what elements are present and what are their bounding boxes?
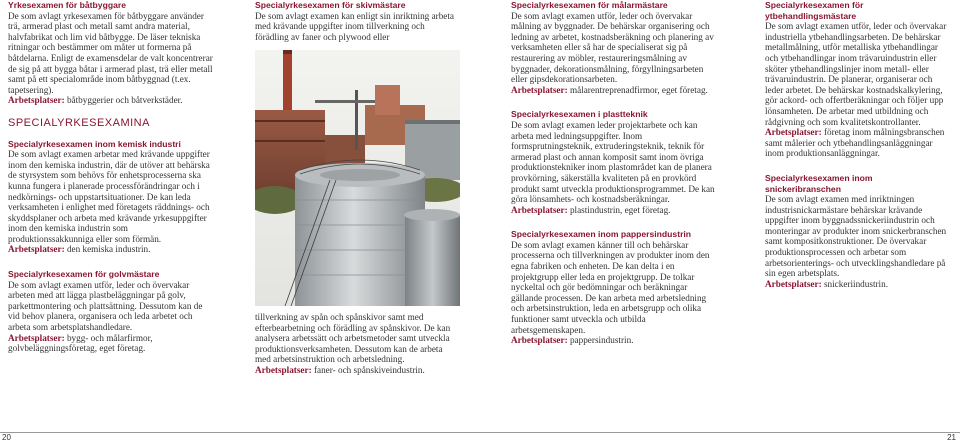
heading-boatbuilder: Yrkesexamen för båtbyggare bbox=[8, 0, 126, 10]
section-paper bbox=[511, 229, 716, 346]
body-plastics: De som avlagt examen leder projektarbete och kan arbeta med ledningsuppgifter. Inom formsprutningsteknik, extruderingsteknik, teknik för armerad plast och annan komposit samt inom övriga produktionstekniker inom plastområdet kan de planera provkörning, säkerställa kvaliteten på en provkörd produkt samt utveckla produktionsprogrammet. De kan göra lönsamhets- och kostnadsberäkningar. bbox=[511, 119, 715, 205]
body-surface: De som avlagt examen utför, leder och övervakar industriella ytbehandlingsarbeten. De behärskar metallmålning, utför metalliska ytbehandlingar och ytbehandlingar inom trävaruindustrin eller sköter ytbehandlingslinjer inom metall- eller trävaruindustrin. De planerar, organiserar och leder arbetet. De behärskar kostnadskalkylering, gör ackord- och offertberäkningar och följer upp lönsamheten. De arbetar med utbildning och rådgivning och som kvalitetskontrollanter. bbox=[765, 21, 947, 127]
jobs-label: Arbetsplatser: bbox=[511, 84, 568, 95]
jobs-board bbox=[255, 365, 460, 376]
jobs-text: plastindustrin, eget företag. bbox=[567, 204, 671, 215]
jobs-plastics bbox=[511, 205, 716, 216]
body-carpentry: De som avlagt examen med inriktningen industrisnickarmästare behärskar krävande uppgifter inom byggnadssnickeriindustrin och monteringar av produkter inom snickerbranschen samt kompositkonstruktioner. De övervakar produktionsprocessen och arbetar som arbetsorienterings- och utvecklingshandledare på sin egen arbetsplats. bbox=[765, 194, 947, 279]
jobs-label: Arbetsplatser: bbox=[255, 364, 312, 375]
jobs-text: företag inom målningsbranschen samt målerier och ytbehandlingsanläggningar inom produktionsanläggningar. bbox=[765, 127, 945, 159]
body-chemical: De som avlagt examen arbetar med krävande uppgifter inom den kemiska industrin, där de utöver att behärska de styrsystem som behövs för enhetsprocesserna ska kunna fungera i planerade processförändringar och i nedkörnings- och uppstartsituationer. De kan leda verksamheten i enlighet med företagets räddnings- och skyddsplaner och arbeta med krävande yrkesuppgifter inom den kemiska industrin som produktionssakkunniga eller som förmän. bbox=[8, 149, 210, 244]
jobs-label: Arbetsplatser: bbox=[511, 335, 568, 346]
industrial-plant-photo bbox=[255, 50, 460, 306]
jobs-text: pappersindustrin. bbox=[567, 335, 634, 346]
jobs-label: Arbetsplatser: bbox=[8, 95, 65, 106]
jobs-text: snickeriindustrin. bbox=[821, 278, 889, 289]
heading-plastics: Specialyrkesexamen i plastteknik bbox=[511, 109, 648, 120]
column-2 bbox=[255, 0, 460, 42]
jobs-text: den kemiska industrin. bbox=[64, 244, 151, 255]
jobs-text: bygg- och målarfirmor, golvbeläggningsföretag, eget företag. bbox=[8, 332, 153, 354]
body-painter: De som avlagt examen utför, leder och övervakar målning av byggnader. De behärskar organisering och ledning av arbetet, kostnadsberäkning och planering av verksamheten eller så har de specialiserat sig på restaurering av möbler, restaureringsmålning av byggnader, dekorationsmålning, förgyllningsarbeten eller gipsdekorationsarbeten. bbox=[511, 10, 714, 85]
body-paper: De som avlagt examen känner till och behärskar processerna och tillverkningen av produkter inom den egna fabriken och enheten. De kan delta i en projektgrupp eller leda en projektgrupp. De tolkar nyckeltal och gör bedömningar och beräkningar gällande processen. De kan arbeta med arbetsledning och arbetsinstruktion, leda en arbetsgrupp och olika funktioner samt utveckla och utbilda arbetsgemenskapen. bbox=[511, 239, 710, 335]
section-title-specialyrkesexamina: SPECIALYRKESEXAMINA bbox=[8, 116, 150, 129]
jobs-label: Arbetsplatser: bbox=[765, 278, 822, 289]
jobs-painter bbox=[511, 85, 716, 96]
heading-board: Specialyrkesexamen för skivmästare bbox=[255, 0, 406, 10]
jobs-boatbuilder bbox=[8, 95, 213, 106]
jobs-paper bbox=[511, 335, 716, 346]
page-number-right: 21 bbox=[947, 433, 956, 442]
jobs-floor bbox=[8, 333, 213, 354]
heading-surface: Specialyrkesexamen för ytbehandlingsmästare bbox=[765, 0, 864, 21]
jobs-label: Arbetsplatser: bbox=[765, 127, 822, 138]
heading-floor: Specialyrkesexamen för golvmästare bbox=[8, 269, 160, 280]
body-board-continued: tillverkning av spån och spånskivor samt med efterbearbetning och förädling av spånskivor. De kan analysera arbetssätt och arbetsmetoder samt utveckla produktionsverksamheten. Dessutom kan de arbeta med arbetsinstruktion och arbetsledning. bbox=[255, 312, 451, 365]
jobs-text: båtbyggerier och båtverkstäder. bbox=[64, 95, 183, 106]
heading-paper: Specialyrkesexamen inom pappersindustrin bbox=[511, 229, 692, 240]
section-floor bbox=[8, 269, 213, 354]
page-number-left: 20 bbox=[2, 433, 11, 442]
jobs-chemical bbox=[8, 244, 213, 255]
jobs-surface bbox=[765, 127, 950, 159]
section-painter bbox=[511, 0, 716, 95]
jobs-label: Arbetsplatser: bbox=[8, 244, 65, 255]
column-2-continued bbox=[255, 312, 460, 376]
jobs-text: målarentreprenadfirmor, eget företag. bbox=[567, 84, 708, 95]
column-3 bbox=[511, 0, 716, 355]
body-board: De som avlagt examen kan enligt sin inriktning arbeta med krävande uppgifter inom tillverkning och förädling av faner och plywood eller bbox=[255, 10, 455, 42]
section-surface bbox=[765, 0, 950, 159]
heading-painter: Specialyrkesexamen för målarmästare bbox=[511, 0, 668, 10]
section-chemical bbox=[8, 139, 213, 256]
heading-chemical: Specialyrkesexamen inom kemisk industri bbox=[8, 138, 181, 149]
heading-carpentry: Specialyrkesexamen inom snickeribranschen bbox=[765, 172, 873, 194]
jobs-label: Arbetsplatser: bbox=[8, 332, 65, 343]
column-4 bbox=[765, 0, 950, 298]
page-divider bbox=[0, 432, 960, 433]
section-boatbuilder bbox=[8, 0, 213, 106]
jobs-label: Arbetsplatser: bbox=[511, 204, 568, 215]
section-plastics bbox=[511, 109, 716, 215]
section-carpentry bbox=[765, 173, 950, 290]
jobs-carpentry bbox=[765, 279, 950, 290]
body-floor: De som avlagt examen utför, leder och övervakar arbeten med att lägga plastbeläggningar på golv, parkettmontering och plattsättning. Dessutom kan de vid behov planera, organisera och leda arbetet och arbeta som arbetsplatshandledare. bbox=[8, 279, 203, 333]
jobs-text: faner- och spånskiveindustrin. bbox=[311, 364, 425, 375]
column-1 bbox=[8, 0, 213, 363]
body-boatbuilder: De som avlagt yrkesexamen för båtbyggare använder trä, armerad plast och metall samt andra material, halvfabrikat och lim vid båtbygge. De läser tekniska ritningar och bestämmer om måter ut formerna på båtdelarna. Enligt de examensdelar de valt koncentrerar de sig på att bygga båtar i armerad plast, trä eller metall samt på ett specialområde inom båtbyggnad (t.ex. tapetsering). bbox=[8, 10, 213, 95]
